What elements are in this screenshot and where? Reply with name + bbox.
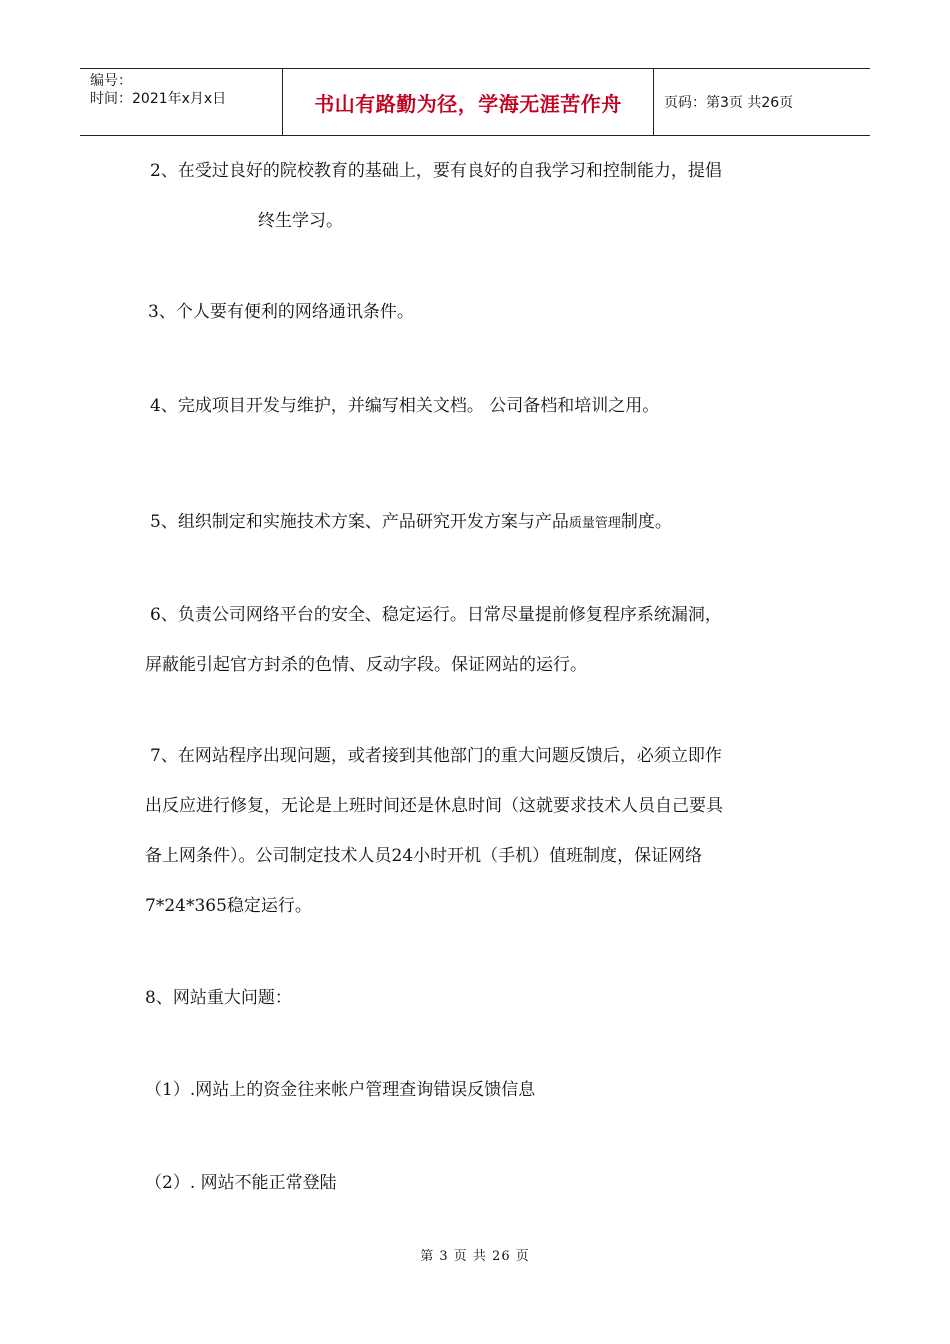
paragraph-3: 3、个人要有便利的网络通讯条件。 xyxy=(148,302,414,322)
paragraph-4: 4、完成项目开发与维护，并编写相关文档。 公司备档和培训之用。 xyxy=(150,396,660,416)
header-page-info: 页码：第3页 共26页 xyxy=(664,95,794,111)
header-motto: 书山有路勤为径，学海无涯苦作舟 xyxy=(282,69,654,135)
page-footer: 第 3 页 共 26 页 xyxy=(420,1249,530,1264)
doc-number-label: 编号： xyxy=(90,73,132,89)
list-item-1: （1）.网站上的资金往来帐户管理查询错误反馈信息 xyxy=(145,1080,536,1100)
paragraph-2-line-1: 2、在受过良好的院校教育的基础上，要有良好的自我学习和控制能力，提倡 xyxy=(150,161,722,181)
paragraph-7-line-3: 备上网条件）。公司制定技术人员24小时开机（手机）值班制度，保证网络 xyxy=(145,846,703,866)
page-header xyxy=(80,68,870,136)
paragraph-6-line-2: 屏蔽能引起官方封杀的色情、反动字段。保证网站的运行。 xyxy=(145,655,587,675)
list-item-2: （2）. 网站不能正常登陆 xyxy=(145,1173,337,1193)
doc-time-label: 时间：2021年x月x日 xyxy=(90,91,227,107)
paragraph-7-line-4: 7*24*365稳定运行。 xyxy=(145,896,312,916)
paragraph-7-line-2: 出反应进行修复，无论是上班时间还是休息时间（这就要求技术人员自己要具 xyxy=(145,796,723,816)
paragraph-5 xyxy=(150,511,672,535)
paragraph-2-line-2: 终生学习。 xyxy=(258,211,343,231)
paragraph-6-line-1: 6、负责公司网络平台的安全、稳定运行。日常尽量提前修复程序系统漏洞， xyxy=(150,605,722,625)
paragraph-8: 8、网站重大问题： xyxy=(145,988,292,1008)
paragraph-5-small: 质量管理 xyxy=(568,516,621,531)
header-meta xyxy=(80,69,282,135)
paragraph-5-main: 5、组织制定和实施技术方案、产品研究开发方案与产品 xyxy=(150,512,569,532)
paragraph-7-line-1: 7、在网站程序出现问题，或者接到其他部门的重大问题反馈后，必须立即作 xyxy=(150,746,722,766)
paragraph-5-end: 制度。 xyxy=(620,512,672,532)
